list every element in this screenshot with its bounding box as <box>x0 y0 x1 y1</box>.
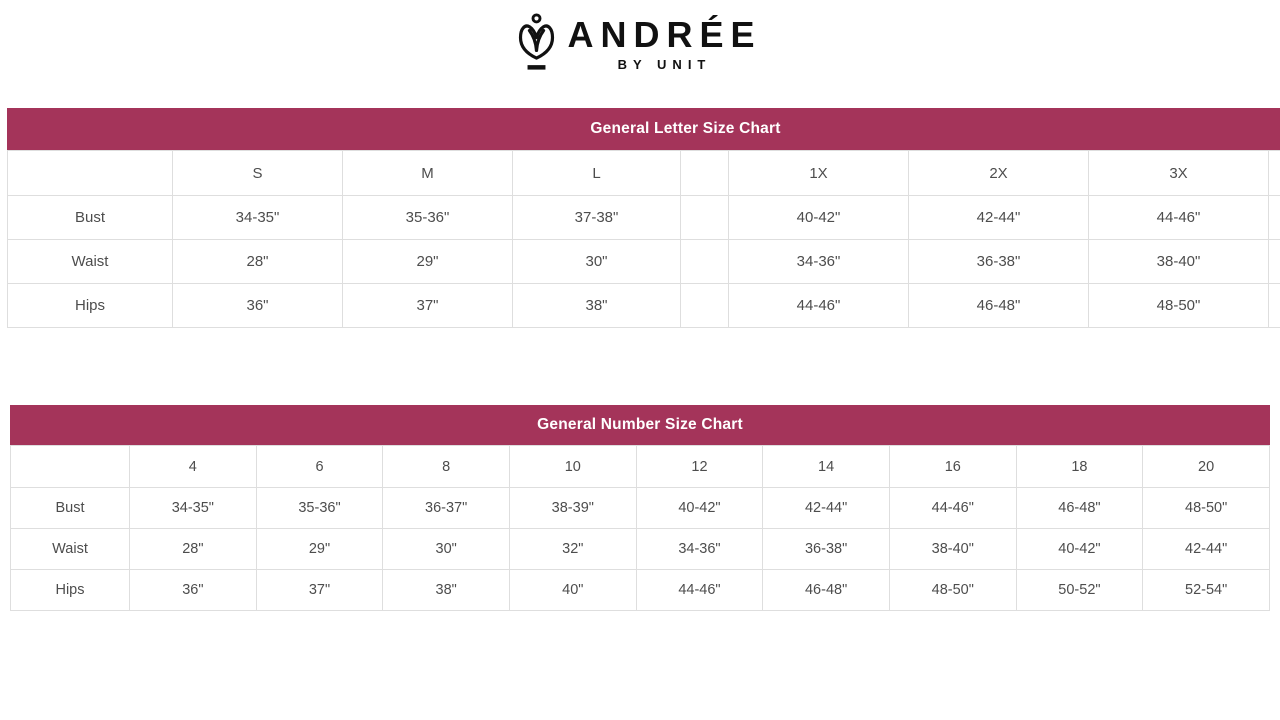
column-header: 14 <box>763 446 890 488</box>
size-cell: 28" <box>130 529 257 570</box>
spacer-cell <box>1269 284 1280 328</box>
size-cell: 38-40" <box>1089 240 1269 284</box>
size-cell: 34-35" <box>173 196 343 240</box>
corner-cell <box>8 151 173 196</box>
size-cell: 37-38" <box>513 196 681 240</box>
size-cell: 38" <box>383 570 510 611</box>
size-cell: 35-36" <box>343 196 513 240</box>
column-header: S <box>173 151 343 196</box>
number-size-chart <box>10 405 1270 611</box>
size-cell: 38-39" <box>509 488 636 529</box>
size-cell: 40" <box>509 570 636 611</box>
column-header: 8 <box>383 446 510 488</box>
size-cell: 32" <box>509 529 636 570</box>
column-header-row <box>8 151 1280 196</box>
number-size-table <box>10 445 1270 611</box>
column-header: 10 <box>509 446 636 488</box>
size-cell: 52-54" <box>1143 570 1270 611</box>
brand-logo <box>0 12 1280 76</box>
size-cell: 36-38" <box>909 240 1089 284</box>
spacer-cell <box>681 284 729 328</box>
size-cell: 30" <box>383 529 510 570</box>
letter-size-table <box>7 150 1280 328</box>
size-cell: 36" <box>130 570 257 611</box>
size-cell: 36-37" <box>383 488 510 529</box>
column-header: L <box>513 151 681 196</box>
table-row <box>8 284 1280 328</box>
size-cell: 38" <box>513 284 681 328</box>
number-chart-title: General Number Size Chart <box>10 405 1270 445</box>
column-header: 18 <box>1016 446 1143 488</box>
size-cell: 44-46" <box>729 284 909 328</box>
table-row <box>11 529 1270 570</box>
brand-name: ANDRÉE <box>567 13 762 55</box>
column-header-row <box>11 446 1270 488</box>
spacer-column-header <box>681 151 729 196</box>
size-cell: 42-44" <box>763 488 890 529</box>
letter-chart-title: General Letter Size Chart <box>7 108 1280 150</box>
size-cell: 40-42" <box>636 488 763 529</box>
size-cell: 48-50" <box>1143 488 1270 529</box>
size-cell: 44-46" <box>1089 196 1269 240</box>
size-cell: 29" <box>343 240 513 284</box>
row-label: Hips <box>11 570 130 611</box>
spacer-cell <box>1269 196 1280 240</box>
column-header: 1X <box>729 151 909 196</box>
letter-size-chart <box>7 108 1280 328</box>
size-cell: 50-52" <box>1016 570 1143 611</box>
size-cell: 46-48" <box>909 284 1089 328</box>
spacer-column-header <box>1269 151 1280 196</box>
spacer-cell <box>681 196 729 240</box>
size-cell: 44-46" <box>889 488 1016 529</box>
size-cell: 30" <box>513 240 681 284</box>
column-header: M <box>343 151 513 196</box>
size-cell: 42-44" <box>909 196 1089 240</box>
column-header: 2X <box>909 151 1089 196</box>
column-header: 3X <box>1089 151 1269 196</box>
size-cell: 48-50" <box>1089 284 1269 328</box>
column-header: 16 <box>889 446 1016 488</box>
column-header: 4 <box>130 446 257 488</box>
column-header: 20 <box>1143 446 1270 488</box>
size-cell: 36" <box>173 284 343 328</box>
row-label: Bust <box>8 196 173 240</box>
row-label: Waist <box>11 529 130 570</box>
size-cell: 34-36" <box>729 240 909 284</box>
table-row <box>11 488 1270 529</box>
size-cell: 35-36" <box>256 488 383 529</box>
brand-text <box>567 13 762 73</box>
row-label: Bust <box>11 488 130 529</box>
size-cell: 48-50" <box>889 570 1016 611</box>
table-row <box>11 570 1270 611</box>
size-cell: 28" <box>173 240 343 284</box>
size-cell: 34-35" <box>130 488 257 529</box>
size-cell: 38-40" <box>889 529 1016 570</box>
size-cell: 40-42" <box>729 196 909 240</box>
corner-cell <box>11 446 130 488</box>
table-row <box>8 240 1280 284</box>
spacer-cell <box>1269 240 1280 284</box>
brand-tagline: BY UNIT <box>617 57 712 73</box>
size-cell: 37" <box>256 570 383 611</box>
size-cell: 46-48" <box>763 570 890 611</box>
column-header: 6 <box>256 446 383 488</box>
size-cell: 44-46" <box>636 570 763 611</box>
row-label: Waist <box>8 240 173 284</box>
size-cell: 42-44" <box>1143 529 1270 570</box>
size-cell: 46-48" <box>1016 488 1143 529</box>
size-cell: 29" <box>256 529 383 570</box>
size-cell: 36-38" <box>763 529 890 570</box>
row-label: Hips <box>8 284 173 328</box>
column-header: 12 <box>636 446 763 488</box>
table-row <box>8 196 1280 240</box>
size-cell: 34-36" <box>636 529 763 570</box>
spacer-cell <box>681 240 729 284</box>
size-cell: 37" <box>343 284 513 328</box>
size-cell: 40-42" <box>1016 529 1143 570</box>
tulip-flower-icon <box>518 12 555 76</box>
